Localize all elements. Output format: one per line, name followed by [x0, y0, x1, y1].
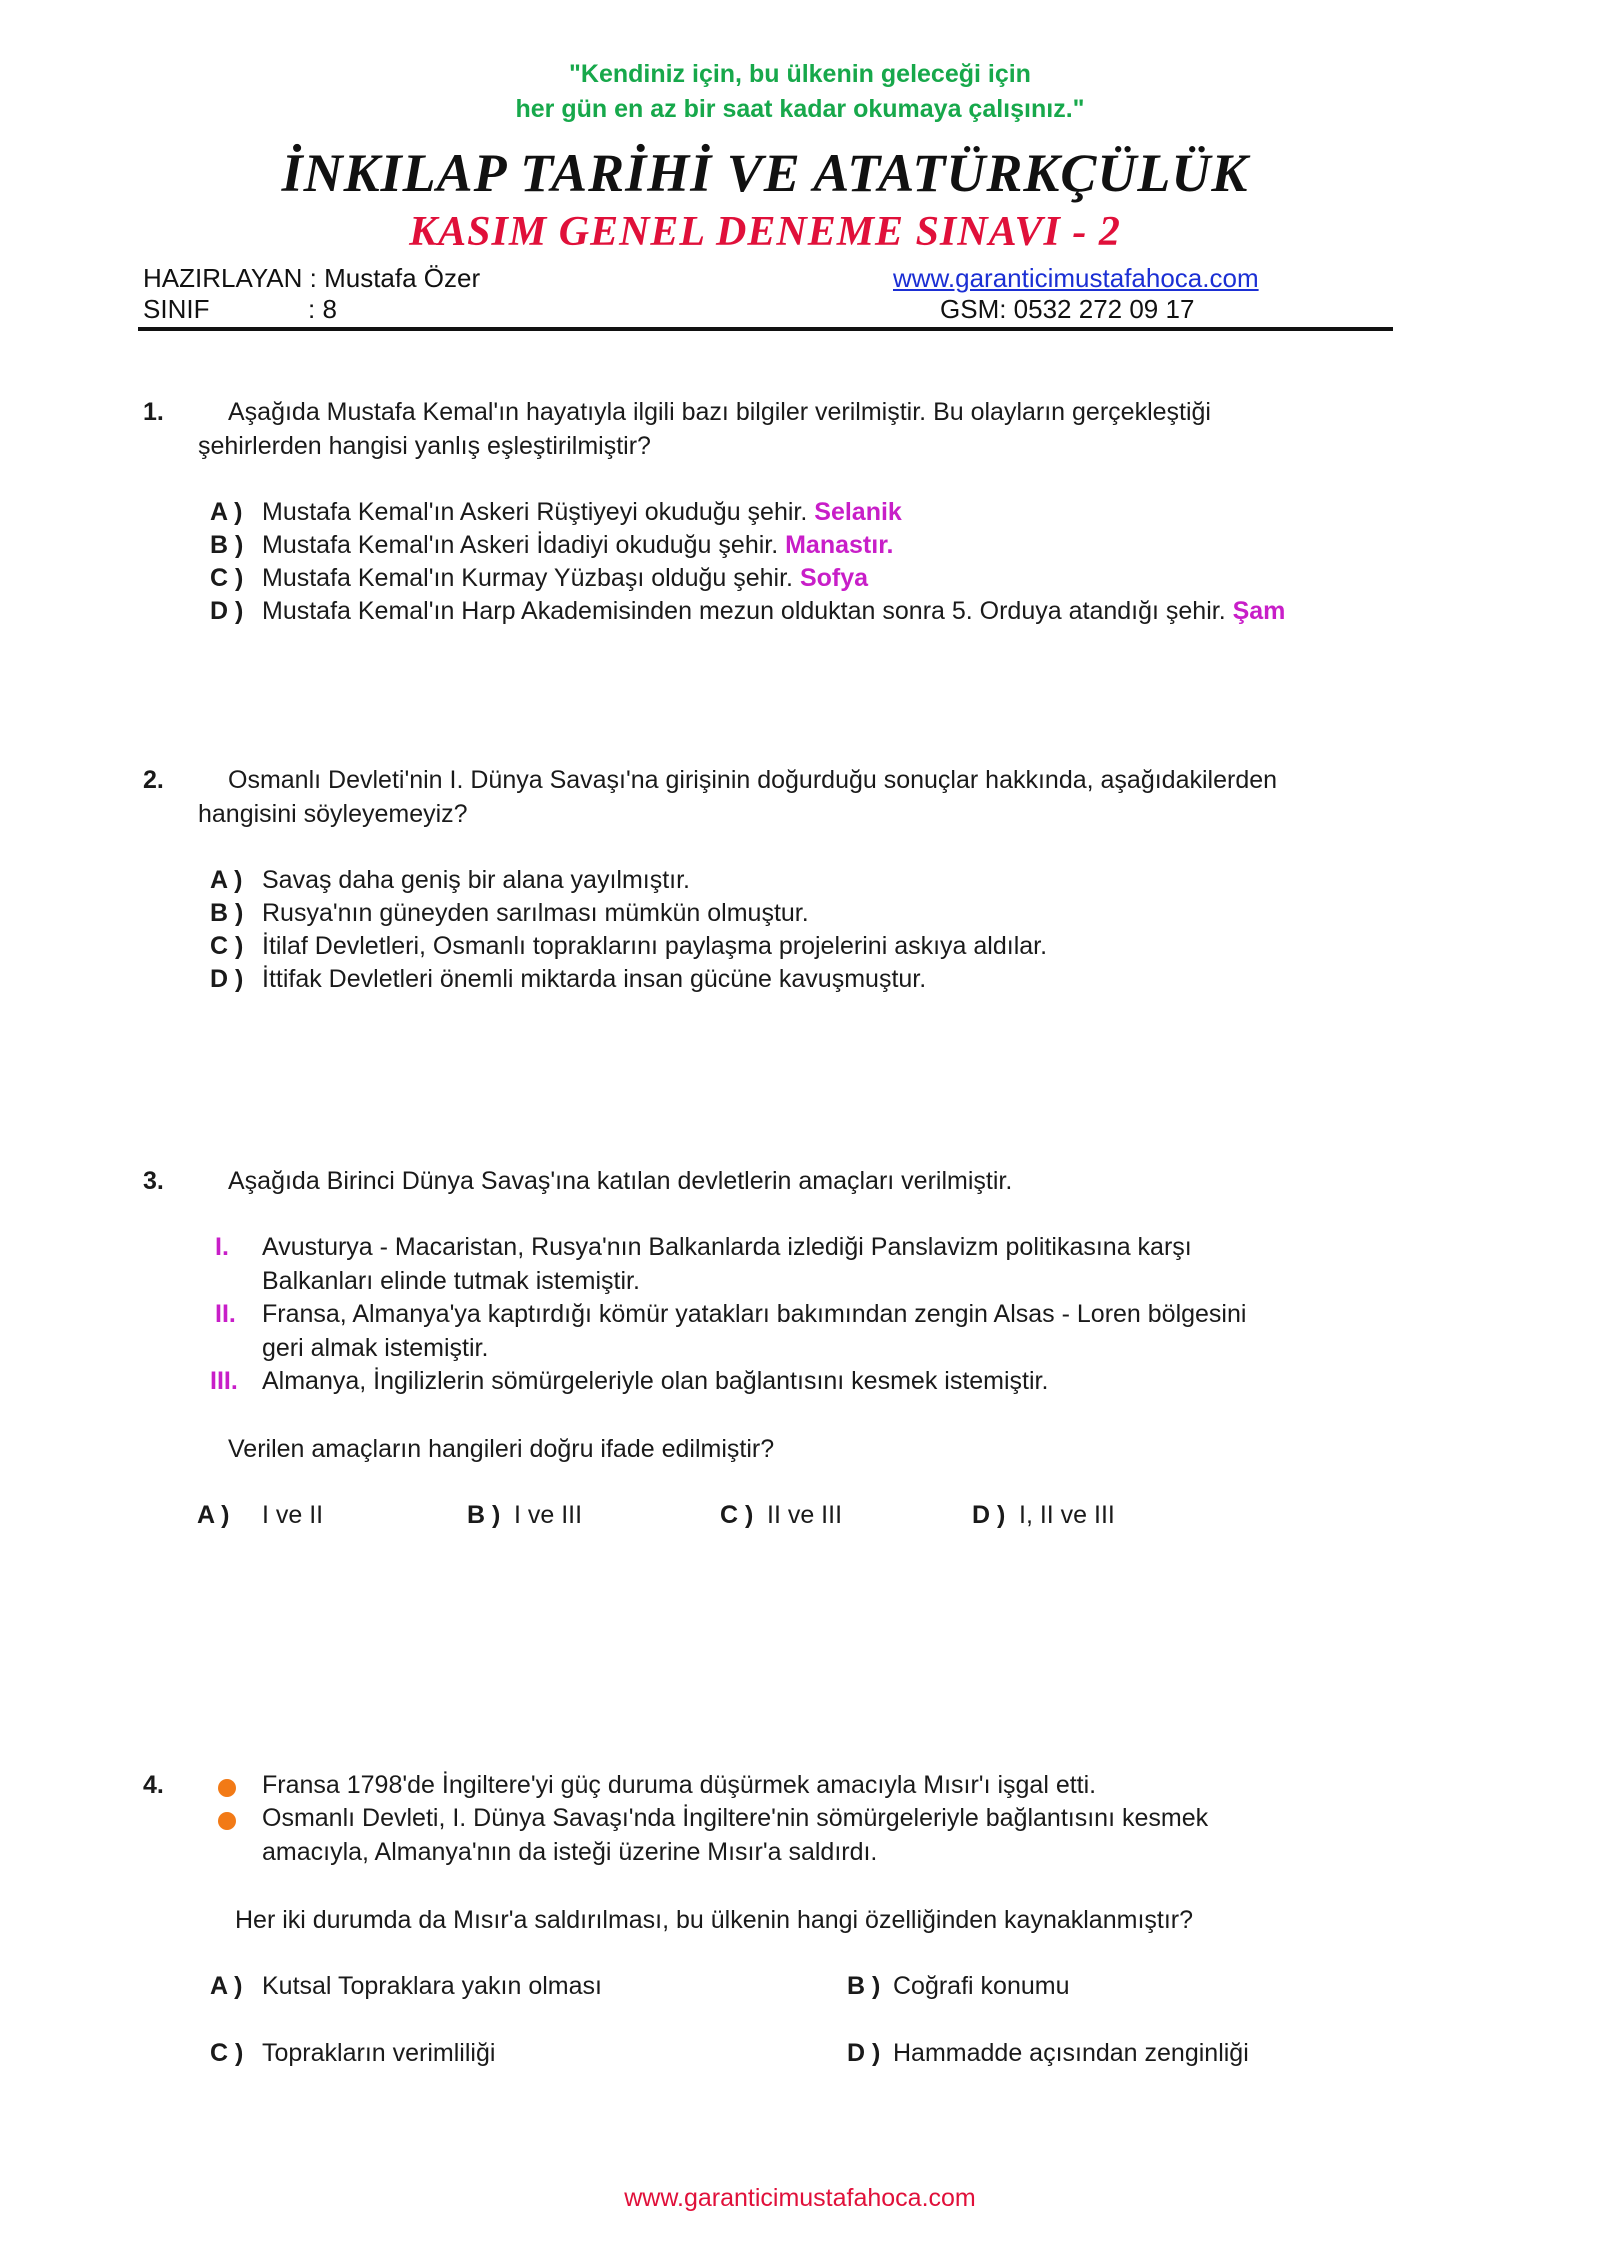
- question-4-prompt: Her iki durumda da Mısır'a saldırılması, bu ülkenin hangi özelliğinden kaynaklanmıştır?: [235, 1906, 1194, 1934]
- q2-option-d-letter[interactable]: D ): [210, 965, 244, 993]
- class-value: : 8: [308, 294, 337, 324]
- q1-option-a[interactable]: Mustafa Kemal'ın Askeri Rüştiyeyi okuduğu şehir. Selanik: [262, 498, 902, 526]
- q4-option-c-letter[interactable]: C ): [210, 2039, 244, 2067]
- q1-option-c[interactable]: Mustafa Kemal'ın Kurmay Yüzbaşı olduğu şehir. Sofya: [262, 564, 869, 592]
- q3-option-c[interactable]: II ve III: [767, 1501, 843, 1529]
- q3-option-b-letter[interactable]: B ): [467, 1501, 501, 1529]
- q2-option-a-letter[interactable]: A ): [210, 866, 243, 894]
- q4-fact-2-line1: Osmanlı Devleti, I. Dünya Savaşı'nda İngiltere'nin sömürgeleriyle bağlantısını kesmek: [262, 1804, 1209, 1832]
- page-title: İNKILAP TARİHİ VE ATATÜRKÇÜLÜK: [281, 143, 1249, 203]
- statement-ii-line1: Fransa, Almanya'ya kaptırdığı kömür yatakları bakımından zengin Alsas - Loren bölgesini: [262, 1300, 1247, 1328]
- question-1-number: 1.: [143, 398, 164, 426]
- q1-option-d-letter[interactable]: D ): [210, 597, 244, 625]
- footer-website[interactable]: www.garanticimustafahoca.com: [624, 2184, 976, 2212]
- exam-subtitle: KASIM GENEL DENEME SINAVI - 2: [409, 209, 1121, 255]
- q3-option-d-letter[interactable]: D ): [972, 1501, 1006, 1529]
- statement-i-line1: Avusturya - Macaristan, Rusya'nın Balkanlarda izlediği Panslavizm politikasına karşı: [262, 1233, 1192, 1261]
- website-link[interactable]: www.garanticimustafahoca.com: [893, 263, 1259, 293]
- question-2-stem-line2: hangisini söyleyemeyiz?: [198, 800, 468, 828]
- q1-option-b-letter[interactable]: B ): [210, 531, 244, 559]
- question-3-number: 3.: [143, 1167, 164, 1195]
- question-2-stem-line1: Osmanlı Devleti'nin I. Dünya Savaşı'na girişinin doğurduğu sonuçlar hakkında, aşağıdakilerden: [228, 766, 1278, 794]
- q2-option-b-letter[interactable]: B ): [210, 899, 244, 927]
- question-3-stem: Aşağıda Birinci Dünya Savaş'ına katılan devletlerin amaçları verilmiştir.: [228, 1167, 1013, 1195]
- q4-option-a[interactable]: Kutsal Topraklara yakın olması: [262, 1972, 602, 2000]
- q2-option-c-letter[interactable]: C ): [210, 932, 244, 960]
- motto-line-1: "Kendiniz için, bu ülkenin geleceği için: [569, 60, 1031, 88]
- bullet-icon: [218, 1779, 236, 1797]
- q2-option-a[interactable]: Savaş daha geniş bir alana yayılmıştır.: [262, 866, 691, 894]
- question-2-number: 2.: [143, 766, 164, 794]
- q1-option-d[interactable]: Mustafa Kemal'ın Harp Akademisinden mezun olduktan sonra 5. Orduya atandığı şehir. Şam: [262, 597, 1286, 625]
- q4-option-c[interactable]: Toprakların verimliliği: [262, 2039, 496, 2067]
- q1-option-b[interactable]: Mustafa Kemal'ın Askeri İdadiyi okuduğu şehir. Manastır.: [262, 531, 894, 559]
- statement-i-line2: Balkanları elinde tutmak istemiştir.: [262, 1267, 640, 1295]
- q3-option-c-letter[interactable]: C ): [720, 1501, 754, 1529]
- statement-i-numeral: I.: [215, 1233, 229, 1261]
- q1-option-a-letter[interactable]: A ): [210, 498, 243, 526]
- q4-option-b-letter[interactable]: B ): [847, 1972, 881, 2000]
- q4-fact-2-line2: amacıyla, Almanya'nın da isteği üzerine Mısır'a saldırdı.: [262, 1838, 878, 1866]
- q3-option-b[interactable]: I ve III: [514, 1501, 583, 1529]
- statement-iii-line1: Almanya, İngilizlerin sömürgeleriyle olan bağlantısını kesmek istemiştir.: [262, 1367, 1049, 1395]
- q1-option-c-answer: Sofya: [799, 564, 869, 592]
- q4-option-a-letter[interactable]: A ): [210, 1972, 243, 2000]
- q1-option-a-answer: Selanik: [814, 498, 902, 526]
- question-4-number: 4.: [143, 1771, 164, 1799]
- q2-option-c[interactable]: İtilaf Devletleri, Osmanlı topraklarını paylaşma projelerini askıya aldılar.: [262, 932, 1048, 960]
- gsm-number: GSM: 0532 272 09 17: [940, 294, 1195, 324]
- q1-option-c-letter[interactable]: C ): [210, 564, 244, 592]
- question-1-stem-line1: Aşağıda Mustafa Kemal'ın hayatıyla ilgili bazı bilgiler verilmiştir. Bu olayların gerçekleştiği: [228, 398, 1211, 426]
- q4-option-b[interactable]: Coğrafi konumu: [893, 1972, 1070, 2000]
- q1-option-d-answer: Şam: [1232, 597, 1286, 625]
- question-3-prompt: Verilen amaçların hangileri doğru ifade edilmiştir?: [228, 1435, 775, 1463]
- q2-option-d[interactable]: İttifak Devletleri önemli miktarda insan gücüne kavuşmuştur.: [262, 965, 927, 993]
- q3-option-d[interactable]: I, II ve III: [1019, 1501, 1115, 1529]
- class-label: SINIF: [143, 294, 210, 324]
- q3-option-a-letter[interactable]: A ): [197, 1501, 230, 1529]
- bullet-icon: [218, 1812, 236, 1830]
- q4-fact-1: Fransa 1798'de İngiltere'yi güç duruma düşürmek amacıyla Mısır'ı işgal etti.: [262, 1771, 1097, 1799]
- statement-ii-line2: geri almak istemiştir.: [262, 1334, 489, 1362]
- q4-option-d-letter[interactable]: D ): [847, 2039, 881, 2067]
- statement-ii-numeral: II.: [215, 1300, 236, 1328]
- q3-option-a[interactable]: I ve II: [262, 1501, 324, 1529]
- prepared-by: HAZIRLAYAN : Mustafa Özer: [143, 263, 481, 293]
- motto-line-2: her gün en az bir saat kadar okumaya çalışınız.": [515, 95, 1085, 123]
- question-1-stem-line2: şehirlerden hangisi yanlış eşleştirilmiştir?: [198, 432, 651, 460]
- q4-option-d[interactable]: Hammadde açısından zenginliği: [893, 2039, 1249, 2067]
- header-divider: [138, 327, 1393, 331]
- statement-iii-numeral: III.: [210, 1367, 238, 1395]
- q1-option-b-answer: Manastır.: [785, 531, 894, 559]
- q2-option-b[interactable]: Rusya'nın güneyden sarılması mümkün olmuştur.: [262, 899, 809, 927]
